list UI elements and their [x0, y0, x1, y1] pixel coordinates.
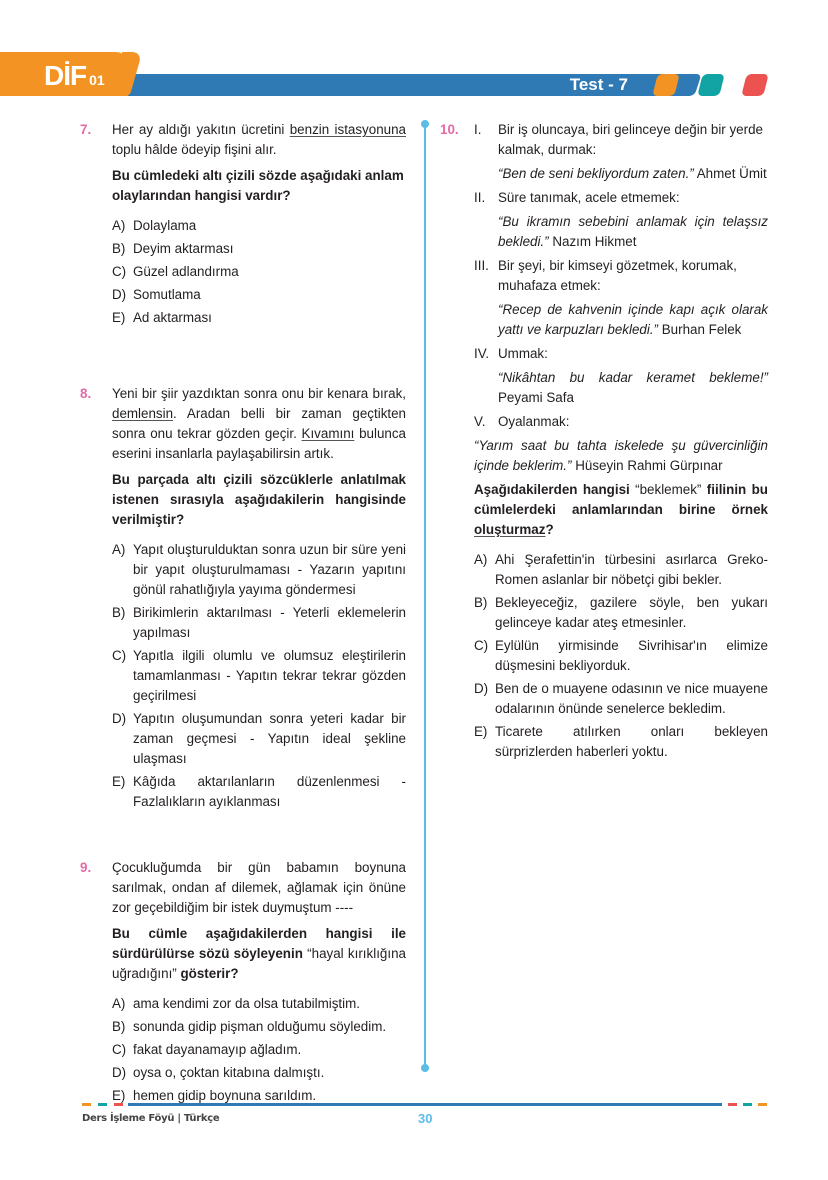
underlined-word: Kıvamını	[301, 426, 355, 441]
footer-label: Ders İşleme Föyü | Türkçe	[82, 1113, 220, 1124]
option-b[interactable]: B) Birikimlerin aktarılması - Yeterli eklemelerin yapılması	[112, 605, 406, 640]
meaning-item-3	[474, 256, 768, 340]
question-7	[80, 120, 406, 328]
option-a[interactable]: A) Yapıt oluşturulduktan sonra uzun bir süre yeni bir yapıt oluşturulmaması - Yazarın yapıtını gönül rahatlığıyla yayıma göndermesi	[112, 542, 406, 597]
option-a[interactable]: A) Dolaylama	[112, 218, 197, 233]
underlined-word: demlensin	[112, 406, 174, 421]
question-prompt: Aşağıdakilerden hangisi “beklemek” fiilinin bu cümlelerdeki anlamlarından birine örnek oluşturmaz?	[474, 482, 768, 537]
option-b[interactable]: B) sonunda gidip pişman olduğumu söyledim.	[112, 1019, 387, 1034]
example-quote: “Ben de seni bekliyordum zaten.” Ahmet Ümit	[498, 166, 767, 181]
option-e[interactable]: E) Kâğıda aktarılanların düzenlenmesi - Fazlalıkların ayıklanması	[112, 774, 406, 809]
question-prompt: Bu parçada altı çizili sözcüklerle anlatılmak istenen sırasıyla aşağıdakilerin hangisinde verilmiştir?	[112, 472, 406, 527]
option-c[interactable]: C) Eylülün yirmisinde Sivrihisar'ın elimize düşmesini bekliyorduk.	[474, 638, 768, 673]
underlined-phrase: benzin istasyonuna	[289, 122, 406, 137]
question-prompt: Bu cümle aşağıdakilerden hangisi ile sürdürülürse sözü söyleyenin “hayal kırıklığına uğradığını” gösterir?	[112, 926, 406, 981]
teal-dash-icon	[98, 1103, 107, 1106]
logo-text: DİF	[44, 60, 87, 91]
example-quote: “Bu ikramın sebebini anlamak için telaşsız bekledi.” Nazım Hikmet	[498, 214, 768, 249]
question-prompt: Bu cümledeki altı çizili sözde aşağıdaki anlam olaylarından hangisi vardır?	[112, 168, 404, 203]
option-e[interactable]: E) Ticarete atılırken onları bekleyen sürprizlerden haberleri yoktu.	[474, 724, 768, 759]
roman-numeral: IV.	[474, 346, 490, 361]
question-stem: Her ay aldığı yakıtın ücretini benzin istasyonuna toplu hâlde ödeyip fişini alır.	[112, 122, 406, 157]
option-d[interactable]: D) Somutlama	[112, 287, 201, 302]
roman-numeral: II.	[474, 190, 486, 205]
meaning-item-5	[474, 412, 768, 476]
option-d[interactable]: D) oysa o, çoktan kitabına dalmıştı.	[112, 1065, 325, 1080]
question-stem: Çocukluğumda bir gün babamın boynuna sarılmak, ondan af dilemek, ağlamak için önüne zor geçebildiğim bir istek duymuştum ----	[112, 860, 406, 915]
footer-line	[128, 1103, 722, 1106]
meaning-text: Ummak:	[498, 346, 548, 361]
options	[474, 550, 768, 762]
question-10	[440, 120, 768, 762]
red-square-icon	[741, 74, 768, 96]
example-quote: “Nikâhtan bu kadar keramet bekleme!” Peyami Safa	[498, 370, 768, 405]
meaning-item-4	[474, 344, 768, 408]
option-e[interactable]: E) hemen gidip boynuna sarıldım.	[112, 1088, 317, 1103]
example-quote: “Yarım saat bu tahta iskelede şu güvercinliğin içinde beklerim.” Hüseyin Rahmi Gürpınar	[474, 438, 768, 473]
left-column	[80, 118, 406, 1109]
question-8	[80, 384, 406, 812]
meaning-text: Süre tanımak, acele etmemek:	[498, 190, 680, 205]
meaning-text: Bir şeyi, bir kimseyi gözetmek, korumak, muhafaza etmek:	[498, 258, 737, 293]
meaning-item-1	[474, 120, 768, 184]
teal-dash-icon	[743, 1103, 752, 1106]
right-column	[440, 118, 768, 765]
option-d[interactable]: D) Ben de o muayene odasının ve nice muayene odalarının önünde senelerce bekledim.	[474, 681, 768, 716]
meaning-text: Oyalanmak:	[498, 414, 570, 429]
question-number: 9.	[80, 860, 92, 875]
orange-dash-icon	[758, 1103, 767, 1106]
roman-numeral: V.	[474, 414, 486, 429]
option-b[interactable]: B) Deyim aktarması	[112, 241, 234, 256]
meaning-item-2	[474, 188, 768, 252]
roman-numeral: III.	[474, 258, 489, 273]
column-divider	[424, 124, 426, 1068]
question-9	[80, 858, 406, 1106]
option-c[interactable]: C) Yapıtla ilgili olumlu ve olumsuz eleştirilerin tamamlanması - Yapıtın tekrar tekrar gözden geçirilmesi	[112, 648, 406, 703]
logo-subscript: 01	[89, 72, 105, 88]
question-number: 10.	[440, 122, 459, 137]
options	[112, 994, 406, 1106]
example-quote: “Recep de kahvenin içinde kapı açık olarak yattı ve karpuzları bekledi.” Burhan Felek	[498, 302, 768, 337]
teal-square-icon	[697, 74, 724, 96]
option-e[interactable]: E) Ad aktarması	[112, 310, 212, 325]
test-label: Test - 7	[569, 75, 628, 94]
option-c[interactable]: C) Güzel adlandırma	[112, 264, 239, 279]
options	[112, 540, 406, 812]
meaning-text: Bir iş oluncaya, biri gelinceye değin bir yerde kalmak, durmak:	[498, 122, 763, 157]
option-d[interactable]: D) Yapıtın oluşumundan sonra yeteri kadar bir zaman geçmesi - Yapıtın ideal şekline ulaşması	[112, 711, 406, 766]
roman-numeral: I.	[474, 122, 482, 137]
page-number: 30	[418, 1111, 433, 1126]
logo	[44, 60, 105, 92]
question-number: 7.	[80, 122, 92, 137]
question-number: 8.	[80, 386, 92, 401]
option-c[interactable]: C) fakat dayanamayıp ağladım.	[112, 1042, 302, 1057]
red-dash-icon	[114, 1103, 123, 1106]
option-a[interactable]: A) ama kendimi zor da olsa tutabilmiştim.	[112, 996, 360, 1011]
question-stem: Yeni bir şiir yazdıktan sonra onu bir kenara bırak, demlensin. Aradan belli bir zaman geçtikten sonra onu tekrar gözden geçir. Kıvamını bulunca eserini insanlarla paylaşabilirsin artık.	[112, 386, 406, 461]
red-dash-icon	[728, 1103, 737, 1106]
option-b[interactable]: B) Bekleyeceğiz, gazilere söyle, ben yukarı gelinceye kadar ateş etmesinler.	[474, 595, 768, 630]
options	[112, 216, 406, 328]
orange-dash-icon	[82, 1103, 91, 1106]
option-a[interactable]: A) Ahi Şerafettin'in türbesini asırlarca Greko-Romen aslanlar bir nöbetçi gibi bekler.	[474, 552, 768, 587]
